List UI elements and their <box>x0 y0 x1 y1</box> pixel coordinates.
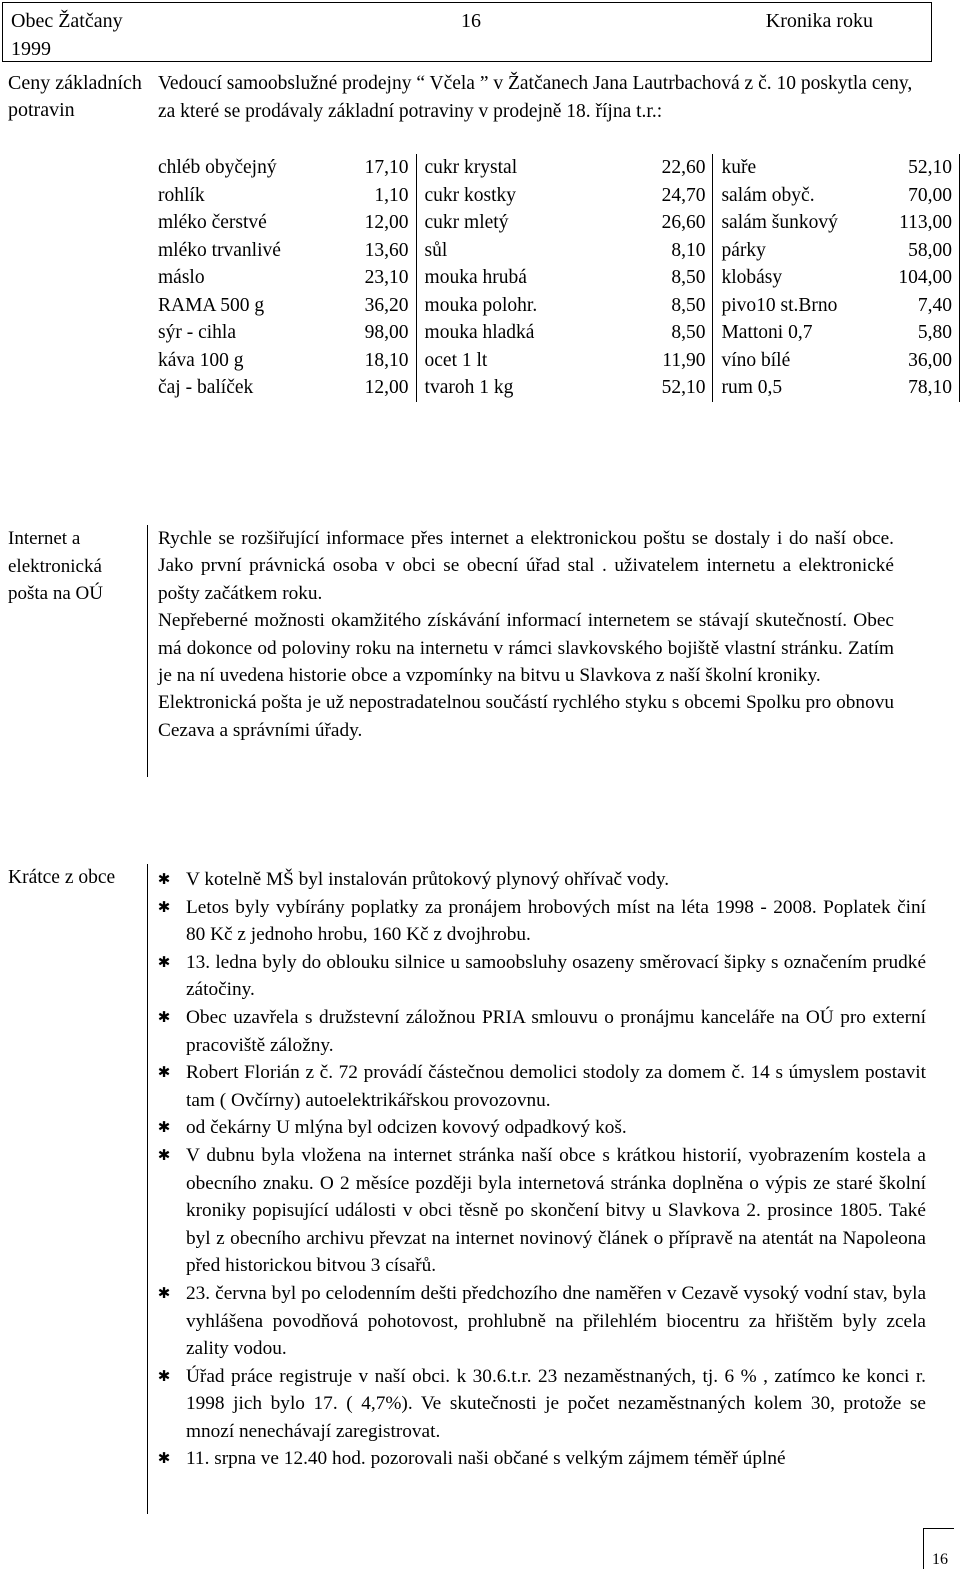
product-price: 5,80 <box>868 319 959 347</box>
product-name: máslo <box>158 267 205 288</box>
internet-side-label <box>0 525 148 777</box>
prices-table <box>150 154 960 402</box>
product-name: mléko trvanlivé <box>158 239 281 261</box>
internet-paragraph-1: Rychle se rozšiřující informace přes internet a elektronickou poštu se dostaly i do naší obce. Jako první právnická osoba v obci se obecní úřad stal . uživatelem internetu a elektronické pošty začátkem roku. <box>158 528 894 604</box>
news-item-text: 11. srpna ve 12.40 hod. pozorovali naši občané s velkým zájmem téměř úplné <box>186 1448 786 1470</box>
asterisk-icon: ✱ <box>157 1283 171 1302</box>
product-name: tvaroh 1 kg <box>424 377 514 398</box>
asterisk-icon: ✱ <box>157 1449 171 1468</box>
product-price: 24,70 <box>615 182 713 210</box>
product-price: 70,00 <box>868 182 959 210</box>
news-item <box>154 1142 926 1280</box>
product-name: Mattoni 0,7 <box>721 322 813 343</box>
product-name: sýr - cihla <box>158 322 236 343</box>
header-chronicle-title: Kronika roku <box>765 10 873 32</box>
product-price: 58,00 <box>868 237 959 265</box>
product-name: káva 100 g <box>158 349 244 371</box>
product-price: 18,10 <box>335 347 416 375</box>
product-price: 22,60 <box>615 154 713 182</box>
product-price: 12,00 <box>335 374 416 402</box>
product-name: mouka polohr. <box>424 294 538 316</box>
internet-side-label-line2: elektronická <box>8 555 102 577</box>
news-item <box>154 894 926 949</box>
asterisk-icon: ✱ <box>157 1063 171 1082</box>
prices-intro: Vedoucí samoobslužné prodejny “ Včela ” v Žatčanech Jana Lautrbachová z č. 10 poskytla ceny, za které se prodávaly základní potraviny v prodejně 18. října t.r.: <box>158 73 913 122</box>
news-item <box>154 1114 926 1142</box>
asterisk-icon: ✱ <box>157 1145 171 1164</box>
product-price: 8,50 <box>615 292 713 320</box>
product-price: 26,60 <box>615 209 713 237</box>
asterisk-icon: ✱ <box>157 897 171 916</box>
product-price: 104,00 <box>868 264 959 292</box>
price-row <box>150 264 960 292</box>
product-name: čaj - balíček <box>158 377 254 398</box>
product-name: sůl <box>424 239 448 261</box>
price-row <box>150 154 960 182</box>
product-name: cukr krystal <box>424 157 518 178</box>
prices-side-label-text: Ceny základních potravin <box>8 72 142 121</box>
prices-side-label <box>0 70 148 464</box>
price-row <box>150 209 960 237</box>
internet-body <box>158 525 894 744</box>
product-name: rohlík <box>158 184 205 206</box>
internet-paragraph-3: Elektronická pošta je už nepostradatelnou součástí rychlého styku s obcemi Spolku pro obnovu Cezava a správními úřady. <box>158 692 894 741</box>
price-row <box>150 319 960 347</box>
product-name: RAMA 500 g <box>158 294 265 316</box>
product-name: cukr kostky <box>424 184 517 206</box>
product-name: chléb obyčejný <box>158 157 277 178</box>
price-row <box>150 292 960 320</box>
news-item-text: Letos byly vybírány poplatky za pronájem hrobových míst na léta 1998 - 2008. Poplatek činí 80 Kč z jednoho hrobu, 160 Kč z dvojhrobu. <box>186 896 926 946</box>
product-name: rum 0,5 <box>721 377 783 398</box>
product-name: mléko čerstvé <box>158 212 267 233</box>
news-item <box>154 1280 926 1363</box>
product-price: 7,40 <box>868 292 959 320</box>
footer-page-number: 16 <box>923 1528 954 1569</box>
product-name: mouka hrubá <box>424 267 527 288</box>
news-item <box>154 1363 926 1446</box>
news-item-text: V kotelně MŠ byl instalován průtokový plynový ohřívač vody. <box>186 869 670 890</box>
product-price: 8,50 <box>615 264 713 292</box>
product-price: 1,10 <box>335 182 416 210</box>
product-price: 113,00 <box>868 209 959 237</box>
product-name: mouka hladká <box>424 322 535 343</box>
internet-paragraph-2: Nepřeberné možnosti okamžitého získávání informací internetem se stávají skutečností. Obec má dokonce od poloviny roku na internetu v rámci slavkovského bojiště vlastní stránku. Zatím je na ní uvedena historie obce a vzpomínky na bitvu u Slavkova z naší školní kroniky. <box>158 610 894 687</box>
product-price: 13,60 <box>335 237 416 265</box>
price-row <box>150 182 960 210</box>
product-price: 52,10 <box>615 374 713 402</box>
news-item-text: V dubnu byla vložena na internet stránka naší obce s krátkou historií, vyobrazením kostela a obecního znaku. O 2 měsíce později byla internetová stránka doplněna o výpis ze staré školní kroniky popisující události v obci těsně po skončení bitvy u Slavkova 2. prosince 1805. Také byl z obecního archivu převzat na internet novinový článek o přípravě na atentát na Napoleona před historickou bitvou 3 císařů. <box>186 1144 926 1277</box>
news-side-label <box>0 864 148 1514</box>
product-price: 12,00 <box>335 209 416 237</box>
product-price: 17,10 <box>335 154 416 182</box>
product-price: 8,10 <box>615 237 713 265</box>
product-name: párky <box>721 239 766 261</box>
product-name: víno bílé <box>721 349 791 371</box>
news-item <box>154 1059 926 1114</box>
internet-side-label-line3: pošta na OÚ <box>8 583 103 604</box>
news-item-text: Robert Florián z č. 72 provádí částečnou demolici stodoly za domem č. 14 s úmyslem postavit tam ( Ovčírny) autoelektrikářskou provozovnu. <box>186 1062 926 1111</box>
internet-side-label-line1: Internet a <box>8 528 81 549</box>
news-item <box>154 866 926 894</box>
product-name: salám obyč. <box>721 184 815 206</box>
price-row <box>150 237 960 265</box>
product-name: cukr mletý <box>424 212 509 233</box>
header-municipality: Obec Žatčany 1999 <box>11 10 123 60</box>
product-price: 8,50 <box>615 319 713 347</box>
asterisk-icon: ✱ <box>157 1366 171 1385</box>
product-price: 11,90 <box>615 347 713 375</box>
price-row <box>150 374 960 402</box>
product-name: pivo10 st.Brno <box>721 294 838 316</box>
product-name: kuře <box>721 157 757 178</box>
news-item-text: od čekárny U mlýna byl odcizen kovový odpadkový koš. <box>186 1117 627 1139</box>
product-price: 52,10 <box>868 154 959 182</box>
asterisk-icon: ✱ <box>157 1118 171 1137</box>
product-price: 98,00 <box>335 319 416 347</box>
page-header <box>2 2 932 62</box>
product-price: 36,20 <box>335 292 416 320</box>
news-item <box>154 949 926 1004</box>
product-name: ocet 1 lt <box>424 349 488 371</box>
product-price: 23,10 <box>335 264 416 292</box>
news-list <box>154 866 926 1473</box>
news-side-label-text: Krátce z obce <box>8 867 116 888</box>
asterisk-icon: ✱ <box>157 870 171 888</box>
header-page-number: 16 <box>461 10 481 32</box>
news-item <box>154 1004 926 1059</box>
product-name: klobásy <box>721 267 783 288</box>
product-price: 36,00 <box>868 347 959 375</box>
news-item <box>154 1445 926 1473</box>
asterisk-icon: ✱ <box>157 1007 171 1026</box>
product-price: 78,10 <box>868 374 959 402</box>
news-item-text: Obec uzavřela s družstevní záložnou PRIA smlouvu o pronájmu kanceláře na OÚ pro externí pracoviště záložny. <box>186 1006 926 1056</box>
news-item-text: Úřad práce registruje v naší obci. k 30.6.t.r. 23 nezaměstnaných, tj. 6 % , zatímco ke konci r. 1998 jich bylo 17. ( 4,7%). Ve skutečnosti je počet nezaměstnaných kolem 30, protože se mnozí nenechávají zaregistrovat. <box>186 1365 926 1442</box>
news-body <box>154 866 926 1473</box>
asterisk-icon: ✱ <box>157 952 171 971</box>
news-item-text: 23. června byl po celodenním dešti předchozího dne naměřen v Cezavě vysoký vodní stav, byla vyhlášena povodňová pohotovost, prohlubně na přilehlém biocentru za hřištěm byly zcela zality vodou. <box>186 1282 926 1360</box>
news-item-text: 13. ledna byly do oblouku silnice u samoobsluhy osazeny směrovací šipky s označením prudké zátočiny. <box>186 951 926 1001</box>
product-name: salám šunkový <box>721 212 838 233</box>
price-row <box>150 347 960 375</box>
